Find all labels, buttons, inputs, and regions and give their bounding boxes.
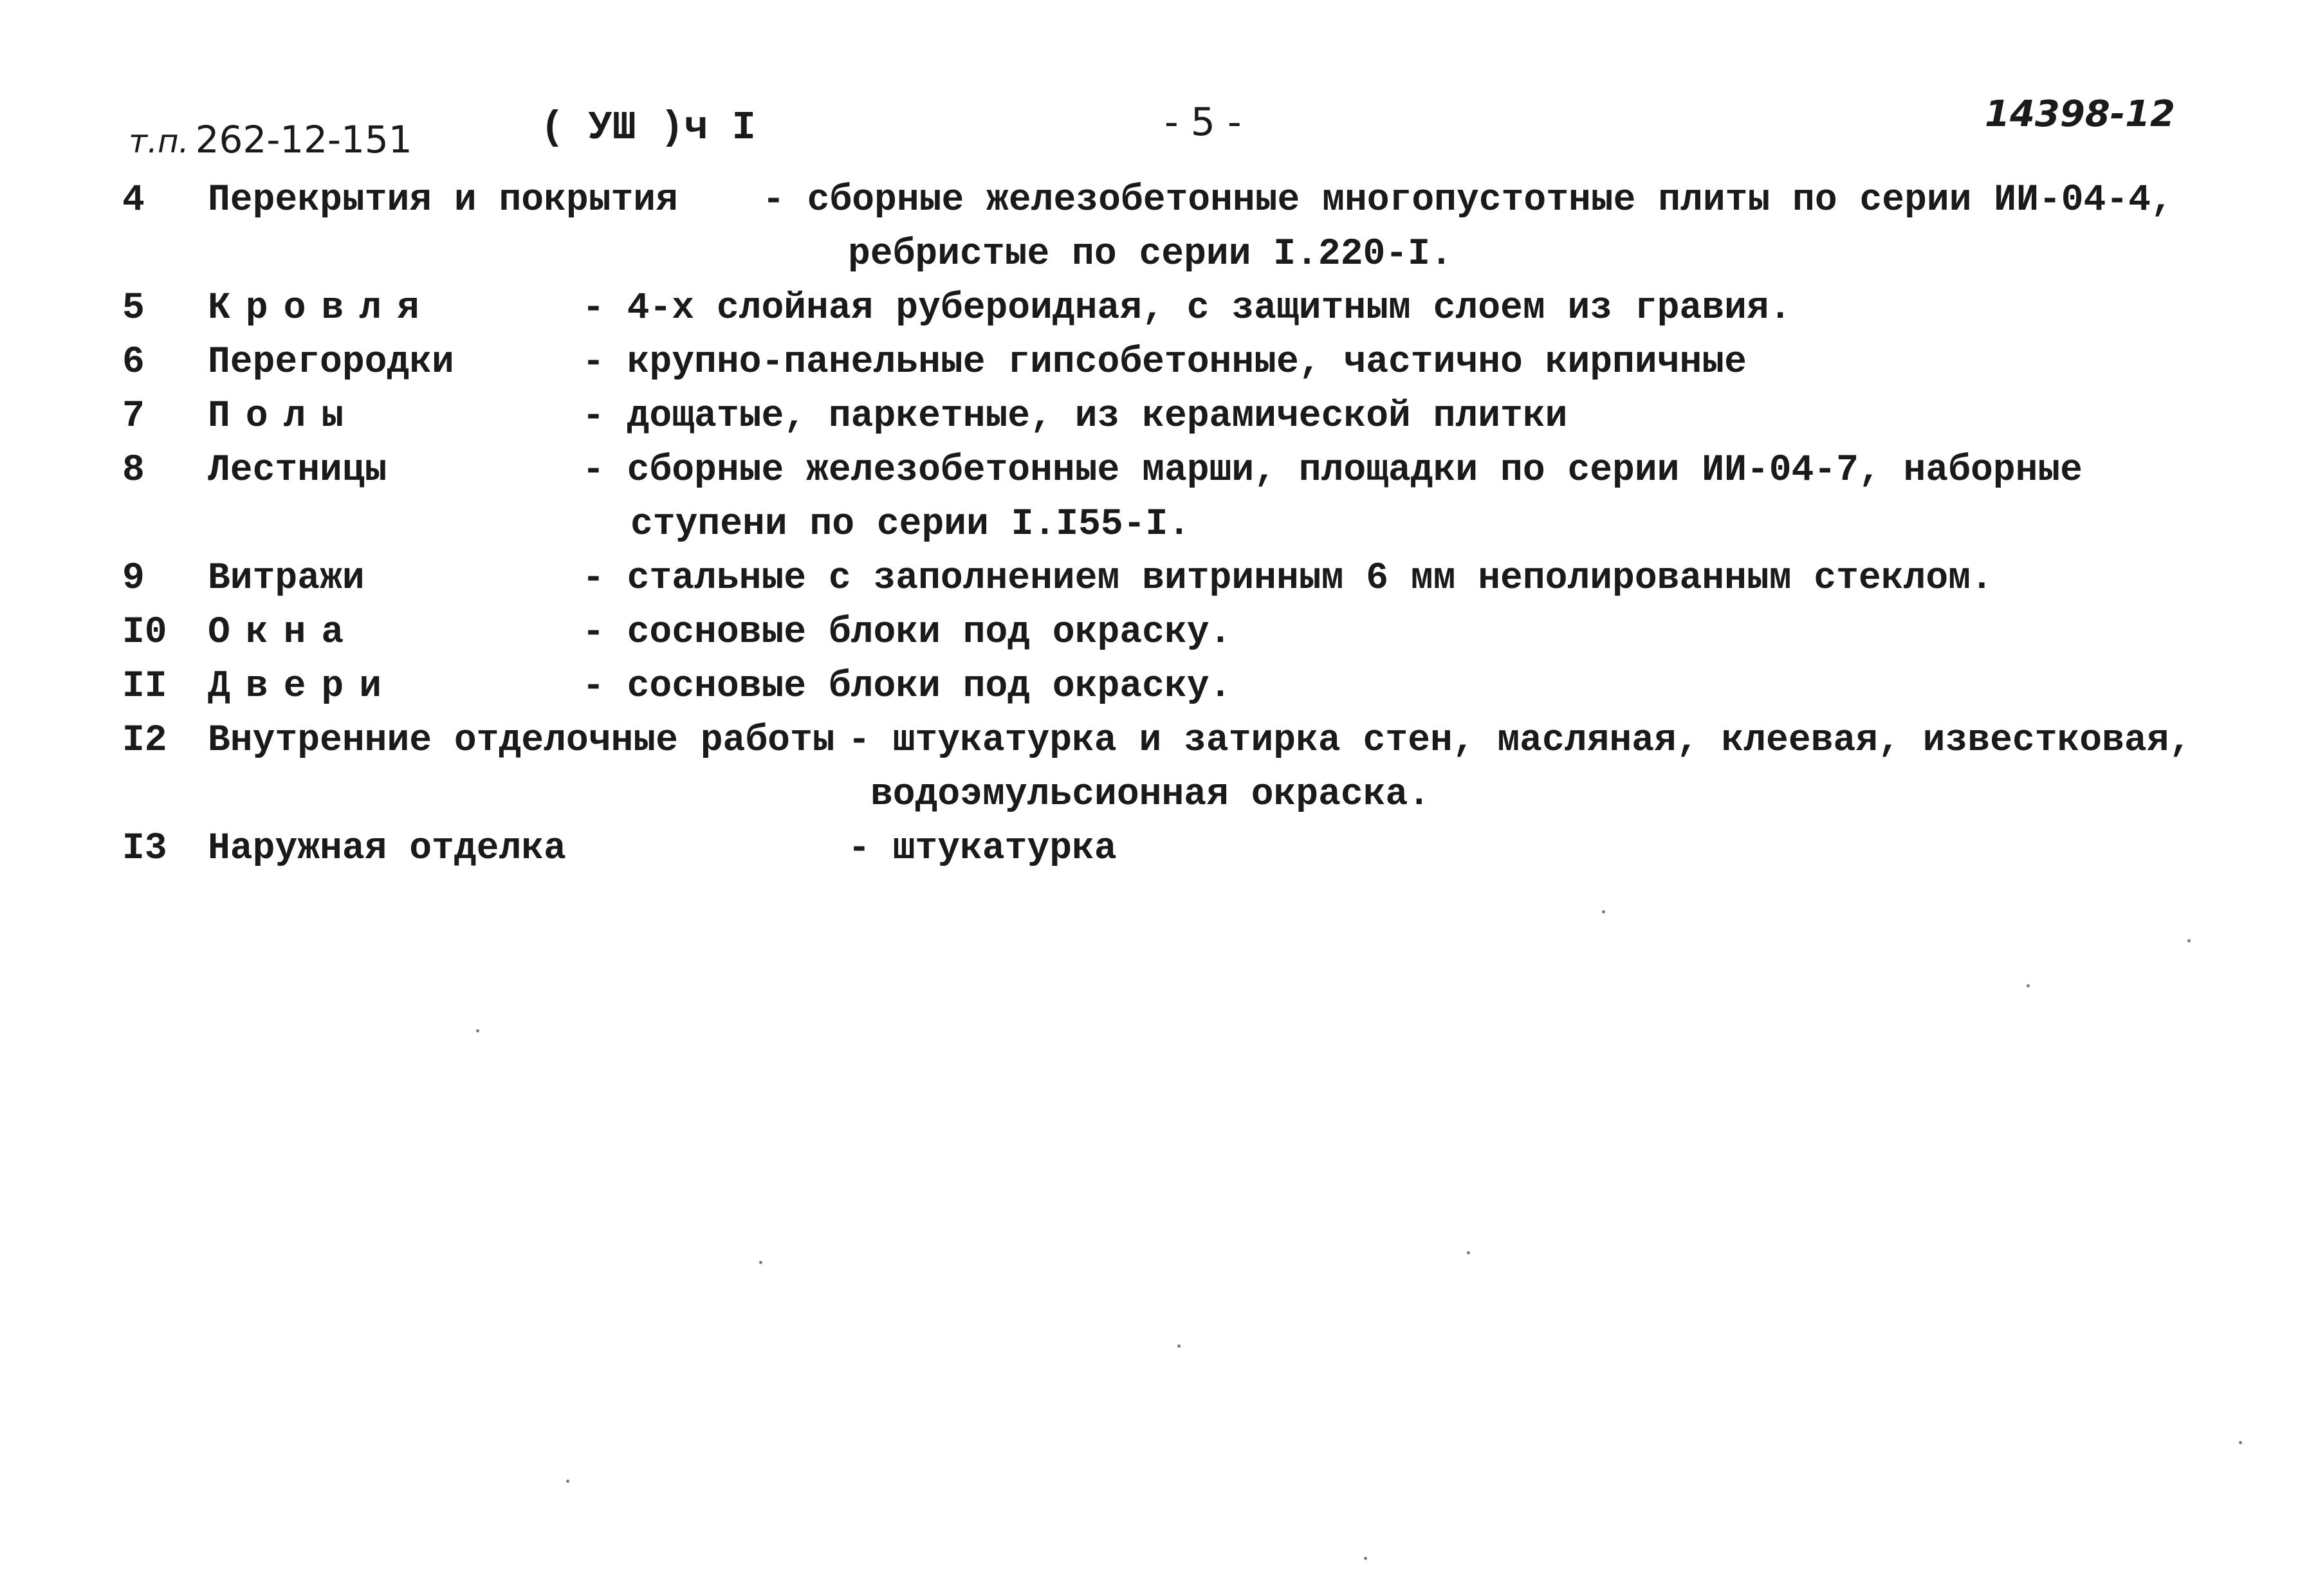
item-description: - крупно-панельные гипсобетонные, частично кирпичные: [582, 342, 1747, 383]
item-number: 4: [122, 179, 145, 221]
item-description: - 4-х слойная рубероидная, с защитным слоем из гравия.: [582, 288, 1792, 329]
scan-speck: [2239, 1441, 2242, 1444]
project-code-value: 262-12-151: [195, 118, 412, 161]
item-number: II: [122, 666, 167, 708]
item-number: 5: [122, 288, 145, 329]
item-number: I0: [122, 612, 167, 654]
item-name: Наружная отделка: [208, 828, 566, 870]
scan-speck: [1467, 1251, 1470, 1254]
item-number: I3: [122, 828, 167, 870]
item-number: I2: [122, 720, 167, 762]
item-description: - стальные с заполнением витринным 6 мм неполированным стеклом.: [582, 558, 1993, 600]
item-number: 6: [122, 342, 145, 383]
item-description: - сборные железобетонные марши, площадки по серии ИИ-04-7, наборные: [582, 450, 2083, 491]
item-description-continuation: ступени по серии I.I55-I.: [630, 504, 1191, 546]
item-number: 7: [122, 396, 145, 437]
item-description: - штукатурка: [848, 828, 1117, 870]
scan-speck: [759, 1261, 762, 1264]
item-description-continuation: водоэмульсионная окраска.: [870, 774, 1431, 816]
item-name: Перекрытия и покрытия: [208, 179, 678, 221]
item-name: Двери: [208, 666, 398, 708]
scan-speck: [1602, 910, 1605, 913]
item-description: - сборные железобетонные многопустотные плиты по серии ИИ-04-4,: [762, 179, 2173, 221]
page-number: - 5 -: [1164, 100, 1242, 145]
project-code: [129, 118, 412, 161]
item-number: 8: [122, 450, 145, 491]
scan-speck: [1177, 1344, 1181, 1348]
scan-speck: [566, 1480, 569, 1483]
item-name: Кровля: [208, 288, 435, 329]
item-name: Окна: [208, 612, 360, 654]
item-name: Полы: [208, 396, 360, 437]
scan-speck: [2187, 939, 2191, 942]
item-name: Перегородки: [208, 342, 454, 383]
scan-speck: [2027, 984, 2030, 987]
scan-speck: [476, 1029, 479, 1032]
item-description: - сосновые блоки под окраску.: [582, 666, 1232, 708]
item-number: 9: [122, 558, 145, 600]
part-label: ( УШ )ч I: [540, 105, 756, 151]
archive-number: 14398-12: [1985, 93, 2175, 135]
item-description: - штукатурка и затирка стен, масляная, клеевая, известковая,: [848, 720, 2192, 762]
scan-speck: [1364, 1557, 1367, 1560]
item-description: - дощатые, паркетные, из керамической плитки: [582, 396, 1568, 437]
item-name: Витражи: [208, 558, 365, 600]
item-name: Внутренние отделочные работы: [208, 720, 835, 762]
item-description-continuation: ребристые по серии I.220-I.: [848, 234, 1453, 275]
item-description: - сосновые блоки под окраску.: [582, 612, 1232, 654]
tp-prefix: т.п.: [129, 123, 189, 160]
item-name: Лестницы: [208, 450, 387, 491]
